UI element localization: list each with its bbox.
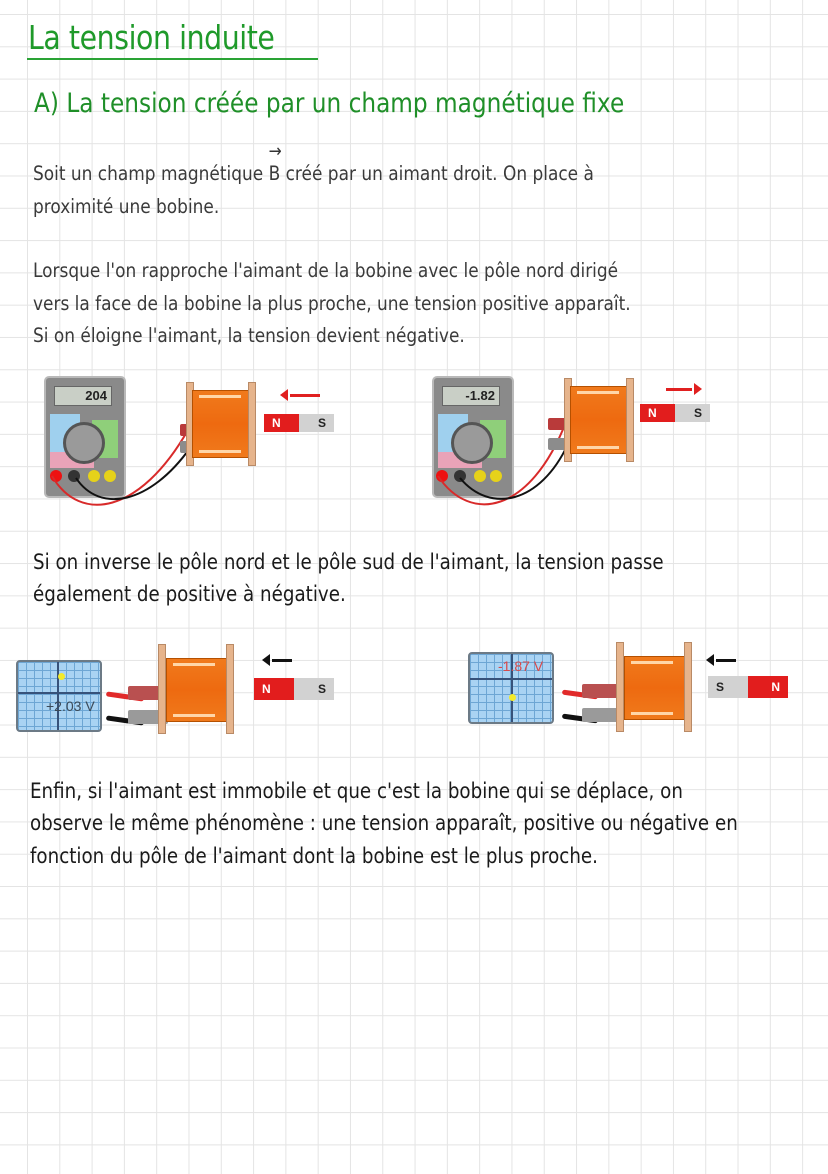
- magnet: [254, 678, 334, 700]
- section-heading: A) La tension créée par un champ magnétique fixe: [34, 88, 625, 119]
- scope-reading: -1.87 V: [498, 658, 544, 674]
- intro-line-2: proximité une bobine.: [33, 194, 220, 218]
- arrow-left-icon: [272, 659, 292, 662]
- figure-multimeter-approach: [40, 374, 340, 514]
- magnet-north: N: [748, 676, 788, 698]
- inverse-line-2: également de positive à négative.: [33, 582, 346, 607]
- coil-flange: [626, 378, 634, 462]
- coil-highlight: [173, 663, 215, 666]
- coil-highlight: [577, 391, 619, 394]
- approach-line-2: vers la face de la bobine la plus proche, une tension positive apparaît.: [33, 291, 631, 315]
- arrow-left-icon: [290, 394, 320, 397]
- arrow-right-icon: [666, 388, 692, 391]
- coil-highlight: [631, 712, 673, 715]
- coil-highlight: [577, 446, 619, 449]
- magnet-south: S: [299, 414, 334, 432]
- magnet-north: N: [264, 414, 299, 432]
- page-title: La tension induite: [28, 18, 275, 57]
- paragraph-inverse: [33, 546, 664, 611]
- scope-trace-dot: [509, 694, 516, 701]
- intro-text-end: créé par un aimant droit. On place à: [280, 162, 594, 185]
- oscilloscope: [16, 660, 102, 732]
- magnet-south: S: [708, 676, 748, 698]
- scope-trace-dot: [58, 673, 65, 680]
- conclusion-line-1: Enfin, si l'aimant est immobile et que c'est la bobine qui se déplace, on: [30, 779, 683, 803]
- conclusion-line-3: fonction du pôle de l'aimant dont la bobine est le plus proche.: [30, 843, 598, 868]
- scope-reading: +2.03 V: [46, 698, 95, 714]
- coil-flange: [684, 642, 692, 732]
- paragraph-intro: [33, 141, 594, 223]
- approach-line-1: Lorsque l'on rapproche l'aimant de la bobine avec le pôle nord dirigé: [33, 259, 619, 282]
- coil-highlight: [631, 661, 673, 664]
- coil: [192, 390, 250, 458]
- coil-flange: [616, 642, 624, 732]
- scope-axis: [57, 662, 59, 730]
- coil: [570, 386, 628, 454]
- multimeter-display: -1.82: [442, 386, 500, 406]
- plug-black: [582, 708, 618, 722]
- title-underline: [27, 58, 318, 60]
- intro-text-start: Soit un champ magnétique: [33, 162, 269, 185]
- plug-red: [582, 684, 618, 698]
- conclusion-line-2: observe le même phénomène : une tension apparaît, positive ou négative en: [30, 811, 738, 836]
- coil-flange: [226, 644, 234, 734]
- figure-oscilloscope-south: [466, 638, 796, 738]
- inverse-line-1: Si on inverse le pôle nord et le pôle sud de l'aimant, la tension passe: [33, 550, 664, 574]
- scope-axis: [18, 692, 100, 694]
- coil: [624, 656, 686, 720]
- magnet: [264, 414, 334, 432]
- arrow-left-icon: [716, 659, 736, 662]
- coil-highlight: [173, 714, 215, 717]
- magnet-north: N: [254, 678, 294, 700]
- coil: [166, 658, 228, 722]
- coil-flange: [158, 644, 166, 734]
- magnet-south: S: [675, 404, 710, 422]
- coil-highlight: [199, 450, 241, 453]
- magnet-north: N: [640, 404, 675, 422]
- magnet: [640, 404, 710, 422]
- magnet-south: S: [294, 678, 334, 700]
- paragraph-approach: [33, 255, 631, 353]
- vector-arrow-icon: →: [268, 141, 282, 162]
- coil-highlight: [199, 395, 241, 398]
- oscilloscope: [468, 652, 554, 724]
- paragraph-conclusion: [30, 775, 738, 872]
- coil-flange: [248, 382, 256, 466]
- multimeter-display: 204: [54, 386, 112, 406]
- approach-line-3: Si on éloigne l'aimant, la tension devient négative.: [33, 324, 465, 347]
- figure-oscilloscope-north: [14, 638, 344, 738]
- vector-b: → B: [269, 158, 281, 191]
- magnet: [708, 676, 788, 698]
- figure-multimeter-retreat: [430, 374, 730, 514]
